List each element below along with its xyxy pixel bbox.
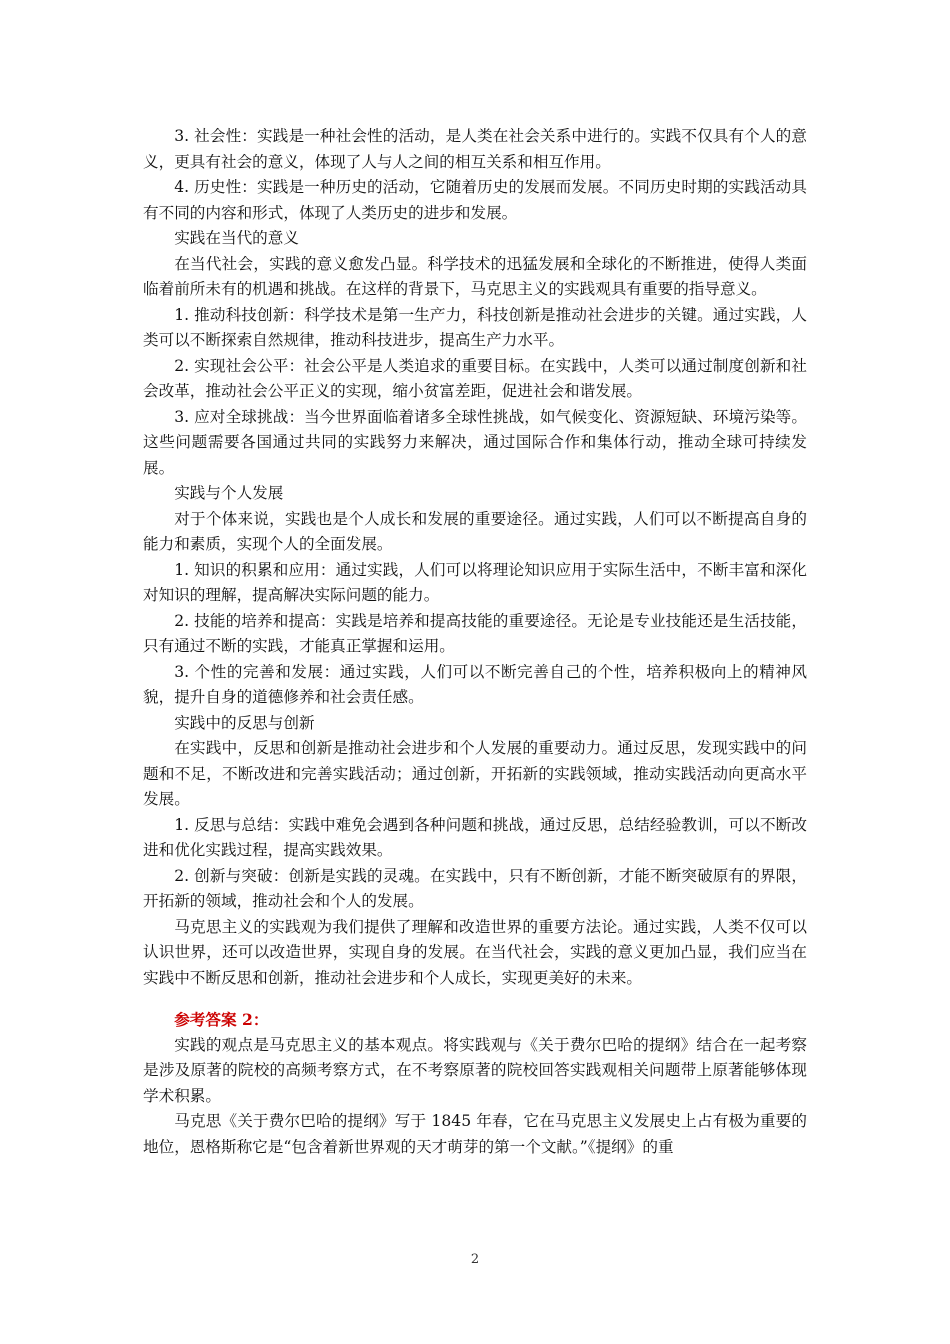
paragraph: 在当代社会，实践的意义愈发凸显。科学技术的迅猛发展和全球化的不断推进，使得人类面临着前所未有的机遇和挑战。在这样的背景下，马克思主义的实践观具有重要的指导意义。 [143,254,807,298]
paragraph: 4. 历史性：实践是一种历史的活动，它随着历史的发展而发展。不同历史时期的实践活动具有不同的内容和形式，体现了人类历史的进步和发展。 [143,178,807,222]
paragraph: 马克思主义的实践观为我们提供了理解和改造世界的重要方法论。通过实践，人类不仅可以认识世界，还可以改造世界，实现自身的发展。在当代社会，实践的意义更加凸显，我们应当在实践中不断反思和创新，推动社会进步和个人成长，实现更美好的未来。 [143,917,807,987]
paragraph: 马克思《关于费尔巴哈的提纲》写于 1845 年春，它在马克思主义发展史上占有极为重要的地位，恩格斯称它是“包含着新世界观的天才萌芽的第一个文献。”《提纲》的重 [143,1112,807,1156]
paragraph: 1. 推动科技创新：科学技术是第一生产力，科技创新是推动社会进步的关键。通过实践，人类可以不断探索自然规律，推动科技进步，提高生产力水平。 [143,305,807,349]
page-body [143,124,807,1160]
paragraph: 2. 技能的培养和提高：实践是培养和提高技能的重要途径。无论是专业技能还是生活技能，只有通过不断的实践，才能真正掌握和运用。 [143,611,807,655]
section-heading: 实践中的反思与创新 [174,713,315,732]
paragraph: 1. 知识的积累和应用：通过实践，人们可以将理论知识应用于实际生活中，不断丰富和深化对知识的理解，提高解决实际问题的能力。 [143,560,807,604]
paragraph: 对于个体来说，实践也是个人成长和发展的重要途径。通过实践，人们可以不断提高自身的能力和素质，实现个人的全面发展。 [143,509,807,553]
section-heading: 实践与个人发展 [174,484,284,502]
page-number: 2 [470,1252,480,1267]
paragraph: 在实践中，反思和创新是推动社会进步和个人发展的重要动力。通过反思，发现实践中的问题和不足，不断改进和完善实践活动；通过创新，开拓新的实践领域，推动实践活动向更高水平发展。 [143,739,807,808]
paragraph: 2. 创新与突破：创新是实践的灵魂。在实践中，只有不断创新，才能不断突破原有的界限，开拓新的领域，推动社会和个人的发展。 [143,866,807,910]
answer-heading: 参考答案 2： [174,1010,269,1029]
section-heading: 实践在当代的意义 [174,229,299,247]
paragraph: 3. 社会性：实践是一种社会性的活动，是人类在社会关系中进行的。实践不仅具有个人的意义，更具有社会的意义，体现了人与人之间的相互关系和相互作用。 [143,127,807,171]
paragraph: 2. 实现社会公平：社会公平是人类追求的重要目标。在实践中，人类可以通过制度创新和社会改革，推动社会公平正义的实现，缩小贫富差距，促进社会和谐发展。 [143,356,807,400]
paragraph: 1. 反思与总结：实践中难免会遇到各种问题和挑战，通过反思，总结经验教训，可以不断改进和优化实践过程，提高实践效果。 [143,815,807,859]
paragraph: 3. 应对全球挑战：当今世界面临着诸多全球性挑战，如气候变化、资源短缺、环境污染等。这些问题需要各国通过共同的实践努力来解决，通过国际合作和集体行动，推动全球可持续发展。 [143,407,807,477]
paragraph: 3. 个性的完善和发展：通过实践，人们可以不断完善自己的个性，培养积极向上的精神风貌，提升自身的道德修养和社会责任感。 [143,662,807,706]
paragraph: 实践的观点是马克思主义的基本观点。将实践观与《关于费尔巴哈的提纲》结合在一起考察是涉及原著的院校的高频考察方式，在不考察原著的院校回答实践观相关问题带上原著能够体现学术积累。 [143,1035,807,1105]
